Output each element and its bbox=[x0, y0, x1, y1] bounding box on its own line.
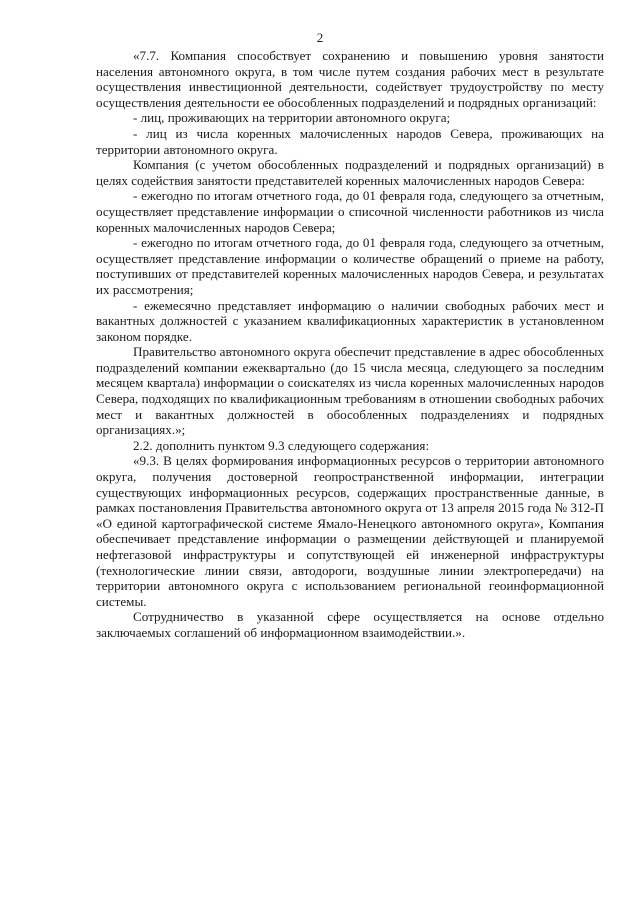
list-item-applications-report: - ежегодно по итогам отчетного года, до 01 февраля года, следующего за отчетным, осуществляет представление информации о количестве обращений о приеме на работу, поступивших от представителей коренных малочисленных народов Севера, и результатах их рассмотрения; bbox=[96, 235, 604, 297]
page-number: 2 bbox=[316, 30, 324, 45]
paragraph-company-employment: Компания (с учетом обособленных подразделений и подрядных организаций) в целях содействия занятости представителей коренных малочисленных народов Севера: bbox=[96, 157, 604, 188]
paragraph-7-7-intro: «7.7. Компания способствует сохранению и повышению уровня занятости населения автономного округа, в том числе путем создания рабочих мест в результате осуществления инвестиционной деятельности, содействует трудоустройству по месту осуществления деятельности ее обособленных подразделений и подрядных организаций: bbox=[96, 48, 604, 110]
paragraph-amendment-2-2: 2.2. дополнить пунктом 9.3 следующего содержания: bbox=[133, 437, 430, 453]
list-item-headcount-report: - ежегодно по итогам отчетного года, до 01 февраля года, следующего за отчетным, осуществляет представление информации о списочной численности работников из числа коренных малочисленных народов Севера; bbox=[96, 188, 604, 235]
list-item-indigenous-residents: - лиц из числа коренных малочисленных народов Севера, проживающих на территории автономного округа. bbox=[96, 125, 604, 157]
paragraph-cooperation: Сотрудничество в указанной сфере осуществляется на основе отдельно заключаемых соглашений об информационном взаимодействии.». bbox=[96, 609, 604, 640]
list-item-vacancies-report: - ежемесячно представляет информацию о наличии свободных рабочих мест и вакантных должностей с указанием квалификационных характеристик в установленном законом порядке. bbox=[96, 297, 604, 344]
document-body bbox=[96, 48, 604, 641]
paragraph-government-obligation: Правительство автономного округа обеспечит представление в адрес обособленных подразделений компании ежеквартально (до 15 числа месяца, следующего за последним месяцем квартала) информации о соискателях из числа коренных малочисленных народов Севера, подходящих по квалификационным требованиям в отношении свободных рабочих мест и вакантных должностей в обособленных подразделениях и подрядных организациях.»; bbox=[96, 344, 604, 438]
paragraph-9-3: «9.3. В целях формирования информационных ресурсов о территории автономного округа, получения достоверной геопространственной информации, интеграции существующих информационных ресурсов, содержащих пространственные данные, в рамках постановления Правительства автономного округа от 13 апреля 2015 года № 312-П «О единой картографической системе Ямало-Ненецкого автономного округа», Компания обеспечивает представление информации о размещении действующей и планируемой нефтегазовой инфраструктуры и сопутствующей ей инженерной инфраструктуры (технологические линии связи, автодороги, воздушные линии электропередачи) на территории автономного округа с использованием региональной геоинформационной системы. bbox=[96, 453, 604, 609]
list-item-residents: - лиц, проживающих на территории автономного округа; bbox=[133, 110, 451, 126]
